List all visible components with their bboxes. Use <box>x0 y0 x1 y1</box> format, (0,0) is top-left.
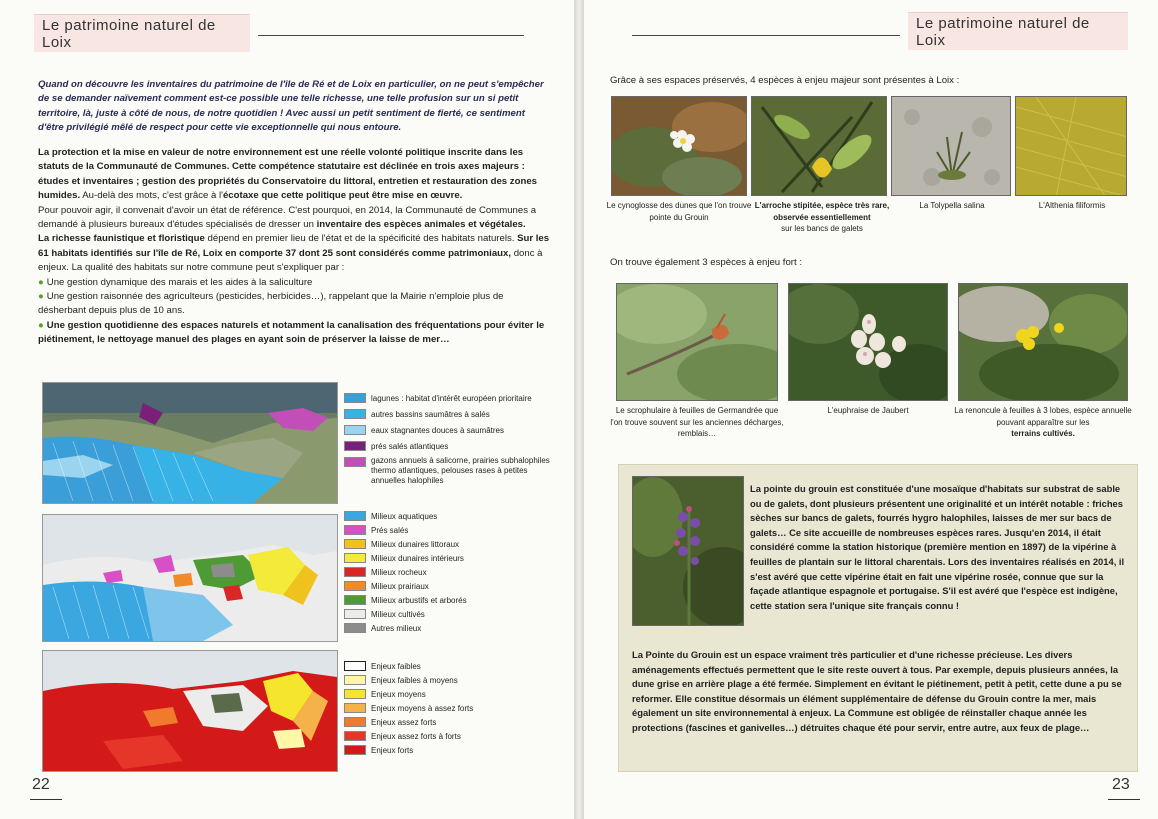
legend-label: Milieux aquatiques <box>371 512 438 521</box>
legend-swatch <box>344 675 366 685</box>
habitat-legend <box>344 392 558 489</box>
milieux-legend-item <box>344 608 558 621</box>
milieux-legend-item <box>344 580 558 593</box>
p3-normal2: donc à enjeux. La qualité des habitats sur notre commune peut s'expliquer par : <box>38 247 543 274</box>
habitat-map-image <box>43 383 337 503</box>
legend-swatch <box>344 457 366 467</box>
milieux-map <box>42 514 338 642</box>
legend-label: Milieux cultivés <box>371 610 425 619</box>
legend-label: Enjeux faibles à moyens <box>371 676 458 685</box>
legend-swatch <box>344 731 366 741</box>
intro-paragraph: Quand on découvre les inventaires du patrimoine de l'île de Ré et de Loix en particulier, on ne peut s'empêcher de se demander naïvement comment est-ce possible une telle richesse, une telle profusion sur un si petit territoire, là, juste à côté de nous, de notre quotidien ! Avec aussi un petit sentiment de fierté, ce sentiment d'être privilégié mêlé de respect pour cette vie exceptionnelle qui nous entoure. <box>38 79 544 134</box>
photo-euphraise <box>788 283 948 401</box>
right-page <box>584 0 1158 819</box>
caption-arroche <box>752 200 892 235</box>
legend-label: eaux stagnantes douces à saumâtres <box>371 426 504 435</box>
photo-tolypella <box>891 96 1011 196</box>
photo-viperine <box>632 476 744 626</box>
legend-swatch <box>344 689 366 699</box>
caption-cynoglosse: Le cynoglosse des dunes que l'on trouve pointe du Grouin <box>606 201 752 222</box>
caption-arroche-bold: L'arroche stipitée, espèce très rare, observée essentiellement <box>754 201 890 222</box>
legend-label: autres bassins saumâtres à salés <box>371 410 490 419</box>
habitat-legend-item <box>344 440 558 453</box>
bullet-icon: ● <box>38 276 44 288</box>
legend-swatch <box>344 717 366 727</box>
caption-euphraise: L'euphraise de Jaubert <box>827 406 909 415</box>
legend-label: Autres milieux <box>371 624 422 633</box>
caption-arroche-normal: sur les bancs de galets <box>781 224 863 233</box>
enjeux-map <box>42 650 338 772</box>
left-page <box>0 0 574 819</box>
milieux-map-image <box>43 515 337 641</box>
bullet-icon: ● <box>38 319 44 331</box>
habitat-legend-item <box>344 392 558 405</box>
legend-label: Milieux rocheux <box>371 568 427 577</box>
legend-label: Prés salés <box>371 526 409 535</box>
legend-swatch <box>344 409 366 419</box>
caption-tolypella: La Tolypella salina <box>919 201 985 210</box>
left-header-rule <box>258 35 524 36</box>
enjeux-legend-item <box>344 660 558 673</box>
legend-swatch <box>344 661 366 671</box>
grouin-paragraph-2: La Pointe du Grouin est un espace vraiment très particulier et d'une richesse précieuse. Les divers aménagements effectués permettent que le site reste ouvert à tous. Par exemple, depuis plusieurs années, la dune grise en arrière plage a été fermée. Simplement en évitant le piétinement, petit à petit, cette dune a pu se reformer. Elle constitue désormais un élément supplémentaire de défense du Grouin contre la mer, mais également un site environnemental à enjeux. La Commune est obligée de réinstaller chaque année les protections (fascines et ganivelles…) détruites chaque été pour servir, entre autre, aux feux de plage… <box>632 649 1122 733</box>
bullet-icon: ● <box>38 291 44 303</box>
enjeux-legend <box>344 660 558 758</box>
enjeux-legend-item <box>344 744 558 757</box>
legend-swatch <box>344 567 366 577</box>
legend-swatch <box>344 539 366 549</box>
legend-swatch <box>344 745 366 755</box>
habitat-map <box>42 382 338 504</box>
enjeux-legend-item <box>344 702 558 715</box>
enjeux-legend-item <box>344 716 558 729</box>
photo-scrophulaire <box>616 283 778 401</box>
legend-swatch <box>344 581 366 591</box>
left-header-title: Le patrimoine naturel de Loix <box>34 14 250 52</box>
photo-renoncule <box>958 283 1128 401</box>
bullet-1: Une gestion dynamique des marais et les aides à la saliculture <box>46 276 313 288</box>
enjeux-legend-item <box>344 730 558 743</box>
page-number-rule <box>30 799 62 800</box>
photo-cynoglosse <box>611 96 747 196</box>
page-number-rule-right <box>1108 799 1140 800</box>
major-species-intro: Grâce à ses espaces préservés, 4 espèces à enjeu majeur sont présentes à Loix : <box>610 75 960 86</box>
milieux-legend-item <box>344 552 558 565</box>
milieux-legend-item <box>344 510 558 523</box>
arroche-image <box>752 97 887 196</box>
caption-scrophulaire: Le scrophulaire à feuilles de Germandrée que l'on trouve souvent sur les anciennes décharges, remblais… <box>610 406 784 438</box>
legend-label: Enjeux assez forts <box>371 718 437 727</box>
book-spine <box>574 0 584 819</box>
legend-label: Milieux dunaires littoraux <box>371 540 460 549</box>
viperine-image <box>633 477 744 626</box>
legend-swatch <box>344 609 366 619</box>
photo-althenia <box>1015 96 1127 196</box>
legend-swatch <box>344 623 366 633</box>
milieux-legend-item <box>344 594 558 607</box>
caption-althenia: L'Althenia filiformis <box>1038 201 1106 210</box>
enjeux-legend-item <box>344 674 558 687</box>
legend-swatch <box>344 525 366 535</box>
legend-label: gazons annuels à salicorne, prairies subhalophiles thermo atlantiques, pelouses rases à petites annuelles halophiles <box>371 456 550 485</box>
bullet-2: Une gestion raisonnée des agriculteurs (pesticides, herbicides…), rappelant que la Mairie n'emploie plus de désherbant depuis plus de 10 ans. <box>38 291 504 317</box>
legend-label: Enjeux forts <box>371 746 414 755</box>
p1-bold2: écotaxe que cette politique peut être mise en œuvre. <box>222 190 463 202</box>
legend-swatch <box>344 441 366 451</box>
bullet-3: Une gestion quotidienne des espaces naturels et notamment la canalisation des fréquentations pour éviter le piétinement, le nettoyage manuel des plages en ayant soin de préserver la laisse de mer… <box>38 319 545 346</box>
legend-label: Enjeux moyens <box>371 690 426 699</box>
legend-swatch <box>344 703 366 713</box>
legend-swatch <box>344 511 366 521</box>
legend-label: Milieux arbustifs et arborés <box>371 596 467 605</box>
strong-species-intro: On trouve également 3 espèces à enjeu fort : <box>610 257 802 268</box>
tolypella-image <box>892 97 1011 196</box>
grouin-paragraph-1: La pointe du grouin est constituée d'une mosaïque d'habitats sur substrat de sable ou de galets, dont plusieurs présentent une originalité et un intérêt notable : friches sèches sur bancs de galets, fourrés hygro halophiles, laisses de mer sur bacs de galets… Ce site accueille de nombreuses espèces rares. Jusqu'en 2014, il était considéré comme la station historique (première mention en 1897) de la vipérine à feuilles de plantain sur le littoral charentais. Lors des inventaires réalisés en 2014, il s'est avéré que cette vipérine était en fait une vipérine rosée, connue que sur la façade atlantique espagnole et portugaise. S'il est avéré que l'espèce est indigène, cette station sera l'unique site français connu ! <box>750 483 1125 611</box>
legend-label: Enjeux assez forts à forts <box>371 732 461 741</box>
enjeux-legend-item <box>344 688 558 701</box>
p3-bold2: Sur les 61 habitats identifiés sur l'île de Ré, Loix en comporte 37 dont 25 sont considérés comme patrimoniaux, <box>38 233 550 259</box>
page-number-left: 22 <box>32 776 50 793</box>
milieux-legend-item <box>344 538 558 551</box>
habitat-legend-item <box>344 424 558 437</box>
legend-label: Milieux dunaires intérieurs <box>371 554 464 563</box>
milieux-legend-item <box>344 566 558 579</box>
right-header-title: Le patrimoine naturel de Loix <box>908 12 1128 50</box>
photo-arroche <box>751 96 887 196</box>
renoncule-image <box>959 284 1128 401</box>
legend-label: Enjeux moyens à assez forts <box>371 704 474 713</box>
milieux-legend-item <box>344 524 558 537</box>
legend-label: Milieux prairiaux <box>371 582 429 591</box>
legend-swatch <box>344 553 366 563</box>
p2-normal: Pour pouvoir agir, il convenait d'avoir un état de référence. C'est pourquoi, en 2014, la Communauté de Communes a demandé à plusieurs bureaux d'études spécialisés de dresser un <box>38 204 537 231</box>
p2-bold: inventaire des espèces animales et végétales. <box>316 219 526 231</box>
cynoglosse-image <box>612 97 747 196</box>
caption-renoncule <box>952 405 1134 440</box>
legend-label: lagunes : habitat d'intérêt européen prioritaire <box>371 394 532 403</box>
althenia-image <box>1016 97 1127 196</box>
caption-renoncule-bold: terrains cultivés. <box>1011 429 1075 438</box>
euphraise-image <box>789 284 948 401</box>
legend-swatch <box>344 595 366 605</box>
legend-label: prés salés atlantiques <box>371 442 449 451</box>
p3-bold1: La richesse faunistique et floristique <box>38 233 205 245</box>
p3-normal1: dépend en premier lieu de l'état et de la spécificité des habitats naturels. <box>204 233 518 245</box>
enjeux-map-image <box>43 651 337 771</box>
paragraph-protection <box>38 146 552 348</box>
right-header-rule <box>632 35 900 36</box>
p1-bold: La protection et la mise en valeur de notre environnement est une réelle volonté politique inscrite dans les statuts de la Communauté de Communes. Cette compétence statutaire est déclinée en trois axes majeurs : études et inventaires ; gestion des propriétés du Conservatoire du littoral, entretien et restauration des zones humides. <box>38 147 537 202</box>
habitat-legend-item <box>344 408 558 421</box>
legend-swatch <box>344 425 366 435</box>
scrophulaire-image <box>617 284 778 401</box>
milieux-legend <box>344 510 558 636</box>
legend-swatch <box>344 393 366 403</box>
legend-label: Enjeux faibles <box>371 662 421 671</box>
caption-renoncule-normal: La renoncule à feuilles à 3 lobes, espèce annuelle pouvant apparaître sur les <box>954 406 1132 427</box>
page-number-right: 23 <box>1112 776 1130 793</box>
p1-normal: Au-delà des mots, c'est grâce à l' <box>80 190 223 202</box>
habitat-legend-item <box>344 456 558 486</box>
milieux-legend-item <box>344 622 558 635</box>
